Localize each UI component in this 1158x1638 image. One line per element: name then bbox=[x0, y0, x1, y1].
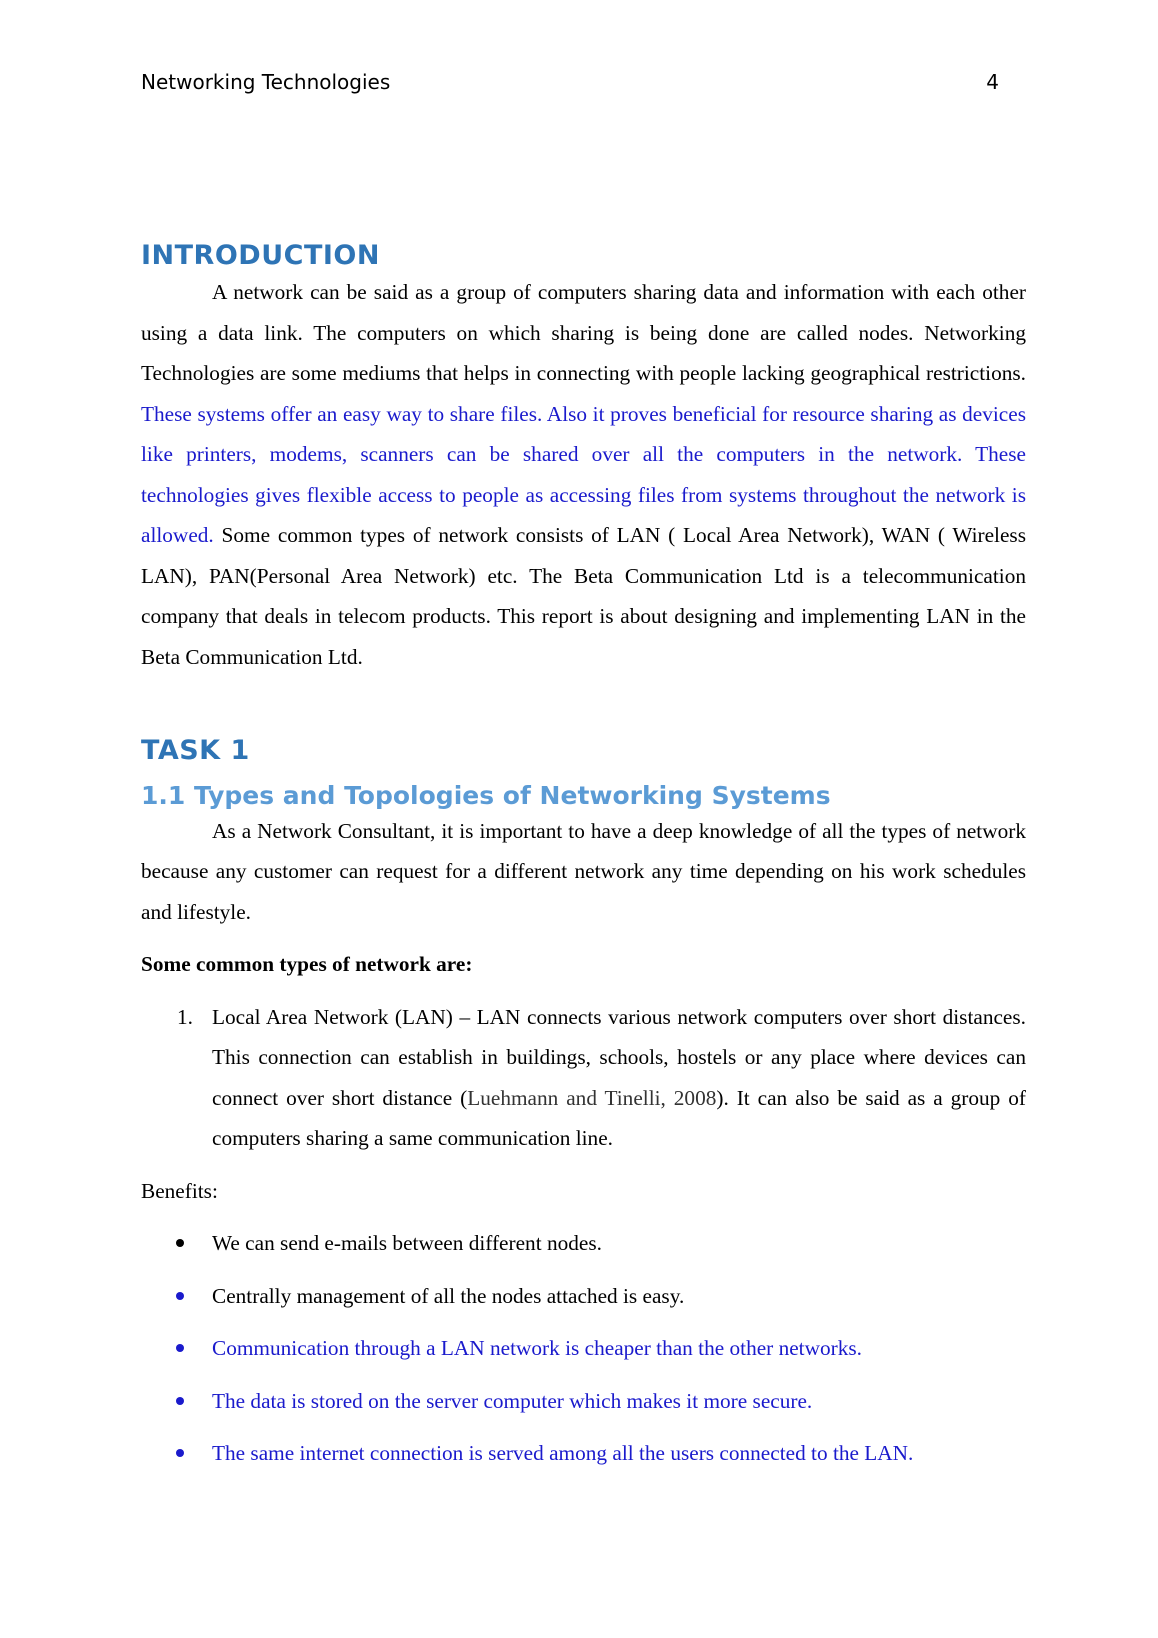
intro-text-highlighted: These systems offer an easy way to share files. Also it proves beneficial for resource sharing as devices like printers, modems, scanners can be shared over all the computers in the network. These technologies gives flexible access to people as accessing files from systems throughout the network is allowed. bbox=[141, 401, 1026, 548]
task1-heading: TASK 1 bbox=[141, 735, 250, 767]
list-item-text bbox=[212, 997, 1026, 1159]
list-item bbox=[141, 1433, 1026, 1474]
list-item bbox=[141, 1276, 1026, 1317]
intro-text-part-1: A network can be said as a group of computers sharing data and information with each other using a data link. The computers on which sharing is being done are called nodes. Networking Technologies are some mediums that helps in connecting with people lacking geographical restrictions. bbox=[141, 280, 1026, 386]
benefits-list bbox=[141, 1223, 1026, 1474]
lan-text-before: Local Area Network (LAN) – LAN connects various network computers over short distances. This connection can establish in buildings, schools, hostels or any place where devices can connect over short distance ( bbox=[212, 1004, 1026, 1110]
list-number: 1. bbox=[177, 1004, 193, 1029]
introduction-paragraph bbox=[141, 272, 1026, 677]
citation: Luehmann and Tinelli, 2008 bbox=[467, 1085, 717, 1110]
bullet-icon bbox=[176, 1344, 184, 1352]
benefit-text: We can send e-mails between different nodes. bbox=[212, 1231, 602, 1256]
bullet-icon bbox=[176, 1292, 184, 1300]
benefits-label: Benefits: bbox=[141, 1178, 218, 1203]
list-item bbox=[141, 1381, 1026, 1422]
header-title: Networking Technologies bbox=[141, 70, 391, 94]
document-body bbox=[141, 240, 1026, 1486]
introduction-heading: INTRODUCTION bbox=[141, 240, 380, 271]
lan-text-after: ). It can also be said as a group of computers sharing a same communication line. bbox=[212, 1085, 1026, 1151]
benefit-text: The data is stored on the server computer which makes it more secure. bbox=[212, 1388, 813, 1413]
benefit-text: Centrally management of all the nodes attached is easy. bbox=[212, 1283, 685, 1308]
bullet-icon bbox=[176, 1397, 184, 1405]
benefit-text: Communication through a LAN network is cheaper than the other networks. bbox=[212, 1336, 862, 1361]
network-types-heading: Some common types of network are: bbox=[141, 952, 473, 977]
section-heading: 1.1 Types and Topologies of Networking Systems bbox=[141, 780, 831, 810]
list-item bbox=[141, 1328, 1026, 1369]
network-types-list bbox=[141, 997, 1026, 1159]
bullet-icon bbox=[176, 1449, 184, 1457]
section-paragraph: As a Network Consultant, it is important to have a deep knowledge of all the types of network because any customer can request for a different network any time depending on his work schedules and lifestyle. bbox=[141, 818, 1026, 924]
list-item bbox=[141, 1223, 1026, 1264]
intro-text-part-2: Some common types of network consists of LAN ( Local Area Network), WAN ( Wireless LAN), PAN(Personal Area Network) etc. The Beta Communication Ltd is a telecommunication company that deals in telecom products. This report is about designing and implementing LAN in the Beta Communication Ltd. bbox=[141, 523, 1027, 669]
page-number: 4 bbox=[986, 70, 999, 94]
bullet-icon bbox=[176, 1239, 184, 1247]
benefit-text: The same internet connection is served among all the users connected to the LAN. bbox=[212, 1441, 914, 1466]
list-item bbox=[141, 997, 1026, 1159]
